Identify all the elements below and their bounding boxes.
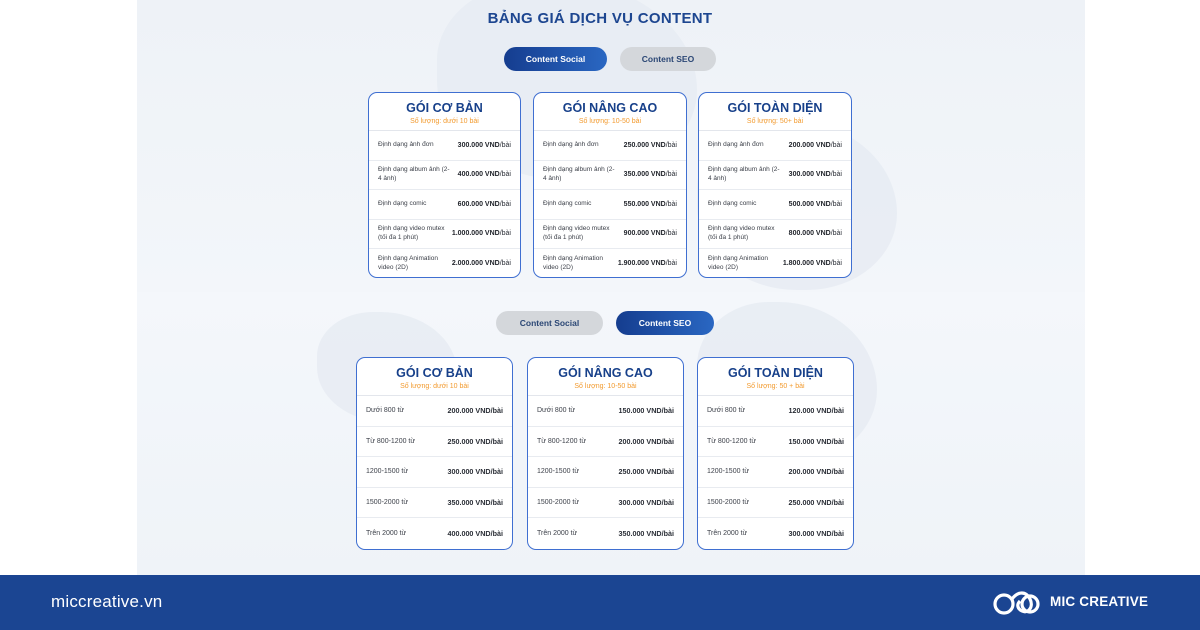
row-price: 300.000 VND/bài	[788, 171, 842, 179]
tab-content-social[interactable]: Content Social	[504, 47, 607, 71]
row-label: Định dạng Animation video (2D)	[543, 255, 603, 272]
row-price: 250.000 VND/bài	[618, 467, 674, 477]
row-price: 200.000 VND/bài	[447, 405, 503, 415]
row-price: 900.000 VND/bài	[623, 230, 677, 238]
row-label: Định dạng comic	[708, 200, 757, 208]
card-title: GÓI CƠ BẢN	[396, 366, 473, 380]
row-label: Định dạng ảnh đơn	[708, 140, 764, 148]
price-row	[699, 190, 851, 220]
row-label: Định dạng album ảnh (2-4 ảnh)	[708, 166, 780, 182]
row-label: Trên 2000 từ	[707, 529, 748, 537]
footer-bar	[0, 575, 1200, 630]
card-header	[698, 358, 853, 396]
row-price: 400.000 VND/bài	[447, 528, 503, 538]
price-row	[699, 249, 851, 278]
price-row	[357, 488, 512, 519]
row-label: 1500-2000 từ	[707, 498, 750, 506]
price-row	[357, 457, 512, 488]
tab-content-social[interactable]: Content Social	[496, 311, 603, 335]
price-row	[369, 190, 520, 220]
row-price: 550.000 VND/bài	[623, 200, 677, 208]
row-label: Định dạng video mutex (tối đa 1 phút)	[708, 225, 775, 242]
row-label: 1200-1500 từ	[707, 468, 750, 476]
footer-brand-name: MIC CREATIVE	[1050, 594, 1149, 609]
card-title: GÓI NÂNG CAO	[562, 101, 658, 115]
row-price: 350.000 VND/bài	[447, 497, 503, 507]
pricing-card-basic	[356, 357, 513, 550]
row-label: Định dạng album ảnh (2-4 ảnh)	[378, 166, 450, 182]
row-label: Dưới 800 từ	[707, 407, 746, 415]
price-row	[534, 161, 686, 191]
row-label: Dưới 800 từ	[537, 407, 576, 415]
row-label: Định dạng comic	[543, 200, 592, 208]
card-header	[369, 93, 520, 131]
price-row	[534, 131, 686, 161]
mic-creative-logo-icon	[992, 587, 1042, 617]
row-label: Từ 800-1200 từ	[366, 437, 416, 445]
price-row	[369, 161, 520, 191]
pricing-card-comprehensive	[697, 357, 854, 550]
price-row	[369, 131, 520, 161]
row-price: 1.900.000 VND/bài	[617, 260, 677, 268]
card-header	[528, 358, 683, 396]
price-row	[369, 220, 520, 250]
row-label: Định dạng ảnh đơn	[378, 140, 434, 148]
card-subtitle: Số lượng: 10-50 bài	[578, 118, 642, 125]
pricing-card-comprehensive	[698, 92, 852, 278]
pricing-card-basic	[368, 92, 521, 278]
row-label: Định dạng album ảnh (2-4 ảnh)	[543, 166, 615, 182]
card-header	[534, 93, 686, 131]
row-price: 1.800.000 VND/bài	[782, 260, 842, 268]
card-subtitle: Số lượng: dưới 10 bài	[400, 383, 469, 390]
card-title: GÓI CƠ BẢN	[406, 101, 483, 115]
row-label: Định dạng Animation video (2D)	[708, 255, 768, 272]
row-price: 150.000 VND/bài	[618, 405, 674, 415]
row-label: Định dạng video mutex (tối đa 1 phút)	[378, 225, 445, 242]
row-label: 1500-2000 từ	[537, 498, 580, 506]
row-label: 1500-2000 từ	[366, 498, 409, 506]
row-label: Dưới 800 từ	[366, 407, 405, 415]
row-price: 2.000.000 VND/bài	[451, 260, 511, 268]
price-row	[698, 518, 853, 549]
row-price: 300.000 VND/bài	[457, 141, 511, 149]
card-header	[357, 358, 512, 396]
card-title: GÓI NÂNG CAO	[558, 366, 653, 380]
row-price: 250.000 VND/bài	[447, 436, 503, 446]
card-subtitle: Số lượng: dưới 10 bài	[410, 118, 479, 125]
price-row	[357, 518, 512, 549]
row-label: Định dạng ảnh đơn	[543, 140, 599, 148]
price-row	[698, 396, 853, 427]
pricing-card-advanced	[527, 357, 684, 550]
price-row	[528, 457, 683, 488]
row-price: 250.000 VND/bài	[788, 497, 844, 507]
price-row	[698, 488, 853, 519]
row-price: 300.000 VND/bài	[618, 497, 674, 507]
row-price: 200.000 VND/bài	[788, 467, 844, 477]
price-row	[699, 161, 851, 191]
price-row	[534, 220, 686, 250]
row-price: 120.000 VND/bài	[788, 405, 844, 415]
row-label: Từ 800-1200 từ	[537, 437, 587, 445]
row-label: Trên 2000 từ	[366, 529, 407, 537]
row-price: 500.000 VND/bài	[788, 200, 842, 208]
row-price: 350.000 VND/bài	[623, 171, 677, 179]
price-row	[534, 190, 686, 220]
row-label: Từ 800-1200 từ	[707, 437, 757, 445]
row-price: 200.000 VND/bài	[618, 436, 674, 446]
row-price: 400.000 VND/bài	[457, 171, 511, 179]
footer-domain-link[interactable]: miccreative.vn	[51, 592, 163, 611]
page-title: BẢNG GIÁ DỊCH VỤ CONTENT	[487, 10, 713, 27]
row-price: 300.000 VND/bài	[447, 467, 503, 477]
price-row	[528, 518, 683, 549]
card-header	[699, 93, 851, 131]
price-row	[534, 249, 686, 278]
pricing-card-advanced	[533, 92, 687, 278]
price-row	[698, 427, 853, 458]
row-label: 1200-1500 từ	[537, 468, 580, 476]
card-subtitle: Số lượng: 10-50 bài	[574, 383, 637, 390]
row-price: 800.000 VND/bài	[788, 230, 842, 238]
row-price: 1.000.000 VND/bài	[451, 230, 511, 238]
card-title: GÓI TOÀN DIỆN	[728, 366, 823, 380]
row-label: Trên 2000 từ	[537, 529, 578, 537]
row-price: 150.000 VND/bài	[788, 436, 844, 446]
row-price: 300.000 VND/bài	[788, 528, 844, 538]
price-row	[528, 427, 683, 458]
price-row	[357, 427, 512, 458]
tab-content-seo[interactable]: Content SEO	[620, 47, 716, 71]
price-row	[357, 396, 512, 427]
price-row	[699, 131, 851, 161]
price-row	[699, 220, 851, 250]
row-label: Định dạng Animation video (2D)	[378, 255, 438, 272]
row-label: Định dạng video mutex (tối đa 1 phút)	[543, 225, 610, 242]
card-subtitle: Số lượng: 50+ bài	[746, 118, 804, 125]
row-label: 1200-1500 từ	[366, 468, 409, 476]
card-subtitle: Số lượng: 50 + bài	[746, 383, 805, 390]
card-title: GÓI TOÀN DIỆN	[727, 101, 823, 115]
row-price: 250.000 VND/bài	[623, 141, 677, 149]
price-row	[698, 457, 853, 488]
row-label: Định dạng comic	[378, 200, 427, 208]
price-row	[528, 488, 683, 519]
row-price: 350.000 VND/bài	[618, 528, 674, 538]
price-row	[528, 396, 683, 427]
row-price: 200.000 VND/bài	[788, 141, 842, 149]
row-price: 600.000 VND/bài	[457, 200, 511, 208]
tab-content-seo[interactable]: Content SEO	[616, 311, 714, 335]
price-row	[369, 249, 520, 278]
